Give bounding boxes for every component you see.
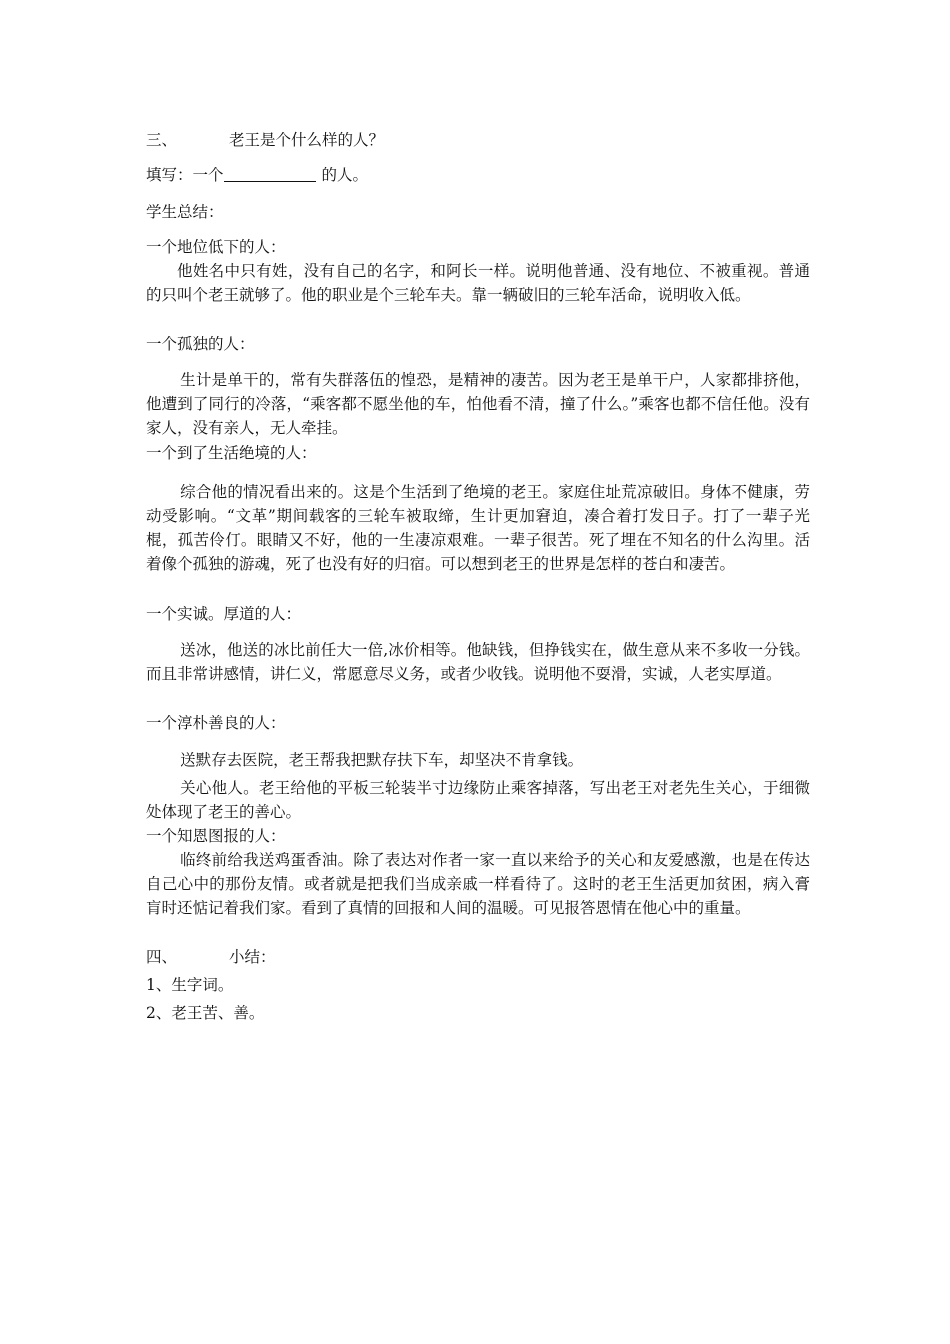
conclusion-item: 1、生字词。 xyxy=(146,976,234,994)
point-heading: 一个到了生活绝境的人： xyxy=(146,444,317,462)
point-heading: 一个实诚。厚道的人： xyxy=(146,605,302,623)
point-heading: 一个知恩图报的人： xyxy=(146,827,286,845)
conclusion-item: 2、老王苦、善。 xyxy=(146,1004,265,1022)
summary-label: 学生总结： xyxy=(146,203,224,221)
point-paragraph: 关心他人。老王给他的平板三轮装半寸边缘防止乘客掉落，写出老王对老先生关心，于细微处体现了老王的善心。 xyxy=(146,779,810,821)
point-paragraph: 临终前给我送鸡蛋香油。除了表达对作者一家一直以来给予的关心和友爱感激，也是在传达自己心中的那份友情。或者就是把我们当成亲戚一样看待了。这时的老王生活更加贫困，病入膏肓时还惦记着我们家。看到了真情的回报和人间的温暖。可见报答恩情在他心中的重量。 xyxy=(146,851,810,917)
fill-prefix: 填写：一个 xyxy=(146,166,224,184)
point-paragraph: 生计是单干的，常有失群落伍的惶恐，是精神的凄苦。因为老王是单干户，人家都排挤他，他遭到了同行的冷落，“乘客都不愿坐他的车，怕他看不清，撞了什么。”乘客也都不信任他。没有家人，没有亲人，无人牵挂。 xyxy=(146,371,810,437)
section-4-title: 小结： xyxy=(229,948,276,966)
section-3-title: 老王是个什么样的人？ xyxy=(229,131,385,149)
point-paragraph: 综合他的情况看出来的。这是个生活到了绝境的老王。家庭住址荒凉破旧。身体不健康，劳动受影响。“文革”期间载客的三轮车被取缔，生计更加窘迫，凑合着打发日子。打了一辈子光棍，孤苦伶仃。眼睛又不好，他的一生凄凉艰难。一辈子很苦。死了埋在不知名的什么沟里。活着像个孤独的游魂，死了也没有好的归宿。可以想到老王的世界是怎样的苍白和凄苦。 xyxy=(146,483,810,573)
point-paragraph: 他姓名中只有姓，没有自己的名字，和阿长一样。说明他普通、没有地位、不被重视。普通的只叫个老王就够了。他的职业是个三轮车夫。靠一辆破旧的三轮车活命，说明收入低。 xyxy=(146,262,810,304)
fill-blank[interactable] xyxy=(224,165,316,182)
fill-suffix: 的人。 xyxy=(321,166,369,184)
section-4-number: 四、 xyxy=(146,948,178,966)
point-paragraph: 送默存去医院，老王帮我把默存扶下车，却坚决不肯拿钱。 xyxy=(180,751,584,769)
section-3-number: 三、 xyxy=(146,131,178,149)
fill-in-line xyxy=(146,163,368,187)
point-heading: 一个孤独的人： xyxy=(146,335,255,353)
section-3-heading xyxy=(146,128,384,152)
section-4-heading xyxy=(146,945,276,969)
point-heading: 一个地位低下的人： xyxy=(146,238,286,256)
point-heading: 一个淳朴善良的人： xyxy=(146,714,286,732)
point-paragraph: 送冰，他送的冰比前任大一倍,冰价相等。他缺钱，但挣钱实在，做生意从来不多收一分钱。而且非常讲感情，讲仁义，常愿意尽义务，或者少收钱。说明他不耍滑，实诚，人老实厚道。 xyxy=(146,641,810,683)
